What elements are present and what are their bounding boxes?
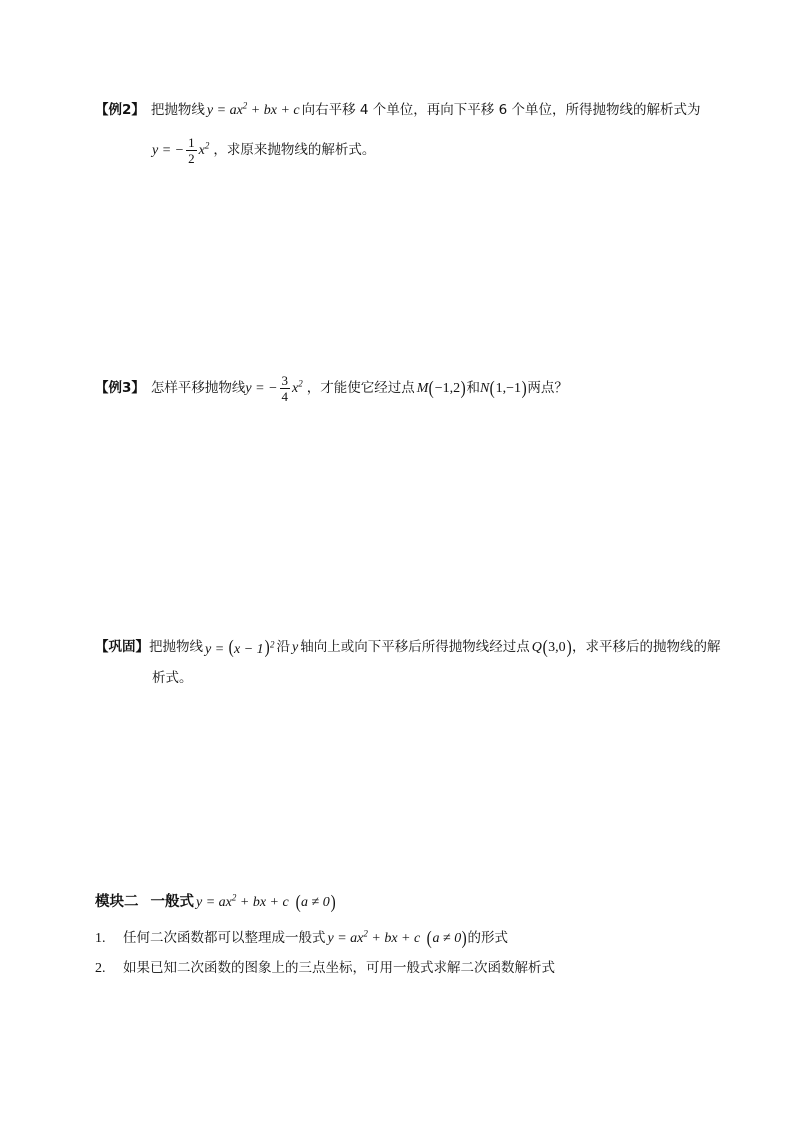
example2-text-c: ，求原来抛物线的解析式。: [213, 141, 376, 158]
point-q-label: Q: [531, 639, 542, 655]
example3-text-c: 和: [466, 379, 480, 396]
list-item-text-a: 如果已知二次函数的图象上的三点坐标，可用一般式求解二次函数解析式: [123, 960, 555, 977]
module2-title: 模块二: [95, 894, 139, 911]
module2-formula: $y = ax^2$ + bx + c: [196, 891, 289, 910]
example2-line1: [95, 100, 701, 119]
example2-result-lhs: y = −: [152, 142, 185, 158]
example2-tag: 【例2】: [95, 102, 145, 119]
example3-fraction: [280, 374, 291, 403]
example3-line1: [95, 374, 568, 403]
example3-text-b: ，才能使它经过点: [306, 379, 415, 396]
consolidate-axis: y: [292, 639, 299, 655]
open-paren: (: [489, 378, 496, 399]
open-paren: (: [429, 378, 435, 399]
fraction-numerator: 3: [281, 373, 289, 388]
module2-heading: [95, 893, 336, 912]
example2-line2: [152, 136, 375, 165]
consolidate-line1: [95, 638, 721, 657]
example3-formula-lhs: y = −: [245, 380, 278, 396]
close-paren: ): [461, 928, 467, 949]
consolidate-formula: $y = (x - 1)^2$: [205, 637, 275, 658]
consolidate-text-e: 析式。: [152, 670, 193, 686]
open-paren: (: [295, 892, 301, 913]
example3-text-a: 怎样平移抛物线: [150, 379, 246, 396]
consolidate-line2: [152, 672, 193, 686]
open-paren: (: [542, 637, 548, 658]
example2-result-fraction: [186, 136, 197, 165]
close-paren: ): [330, 892, 336, 913]
list-number: 2.: [95, 961, 106, 976]
point-m-coords: −1,2: [434, 380, 461, 396]
close-paren: ): [521, 378, 527, 399]
list-item-formula: $y = ax^2$ + bx + c: [327, 927, 421, 946]
example2-text-b: 向右平移 4 个单位，再向下平移 6 个单位，所得抛物线的解析式为: [301, 102, 701, 119]
example3-text-d: 两点？: [527, 379, 568, 396]
module2-item-2: [95, 962, 555, 976]
close-paren: ): [460, 378, 466, 399]
point-q-coords: 3,0: [548, 639, 566, 655]
fraction-denominator: 4: [281, 389, 289, 404]
consolidate-tag: 【巩固】: [95, 638, 149, 655]
point-n-label: N: [479, 380, 490, 396]
list-item-text-a: 任何二次函数都可以整理成一般式: [123, 929, 326, 946]
module2-subtitle: 一般式: [150, 894, 194, 911]
close-paren: ): [566, 637, 572, 658]
example2-result-rhs: $x^2$: [198, 139, 210, 158]
open-paren: (: [426, 928, 432, 949]
consolidate-text-a: 把抛物线: [149, 638, 203, 655]
point-n-coords: 1,−1: [495, 380, 522, 396]
example3-formula-rhs: $x^2$: [292, 377, 303, 396]
example3-tag: 【例3】: [95, 379, 145, 396]
consolidate-text-d: ，求平移后的抛物线的解: [572, 638, 721, 655]
consolidate-text-b: 沿: [276, 638, 290, 655]
consolidate-text-c: 轴向上或向下平移后所得抛物线经过点: [300, 638, 530, 655]
fraction-denominator: 2: [188, 151, 195, 166]
point-m-label: M: [416, 380, 429, 396]
fraction-numerator: 1: [188, 135, 195, 150]
example2-formula: $y = ax^2$ + bx + c: [206, 100, 300, 118]
example2-text-a: 把抛物线: [150, 102, 205, 119]
list-number: 1.: [95, 930, 106, 946]
list-item-condition: a ≠ 0: [432, 930, 462, 946]
module2-item-1: [95, 929, 508, 948]
module2-condition: a ≠ 0: [301, 894, 330, 910]
list-item-text-b: 的形式: [467, 929, 509, 946]
